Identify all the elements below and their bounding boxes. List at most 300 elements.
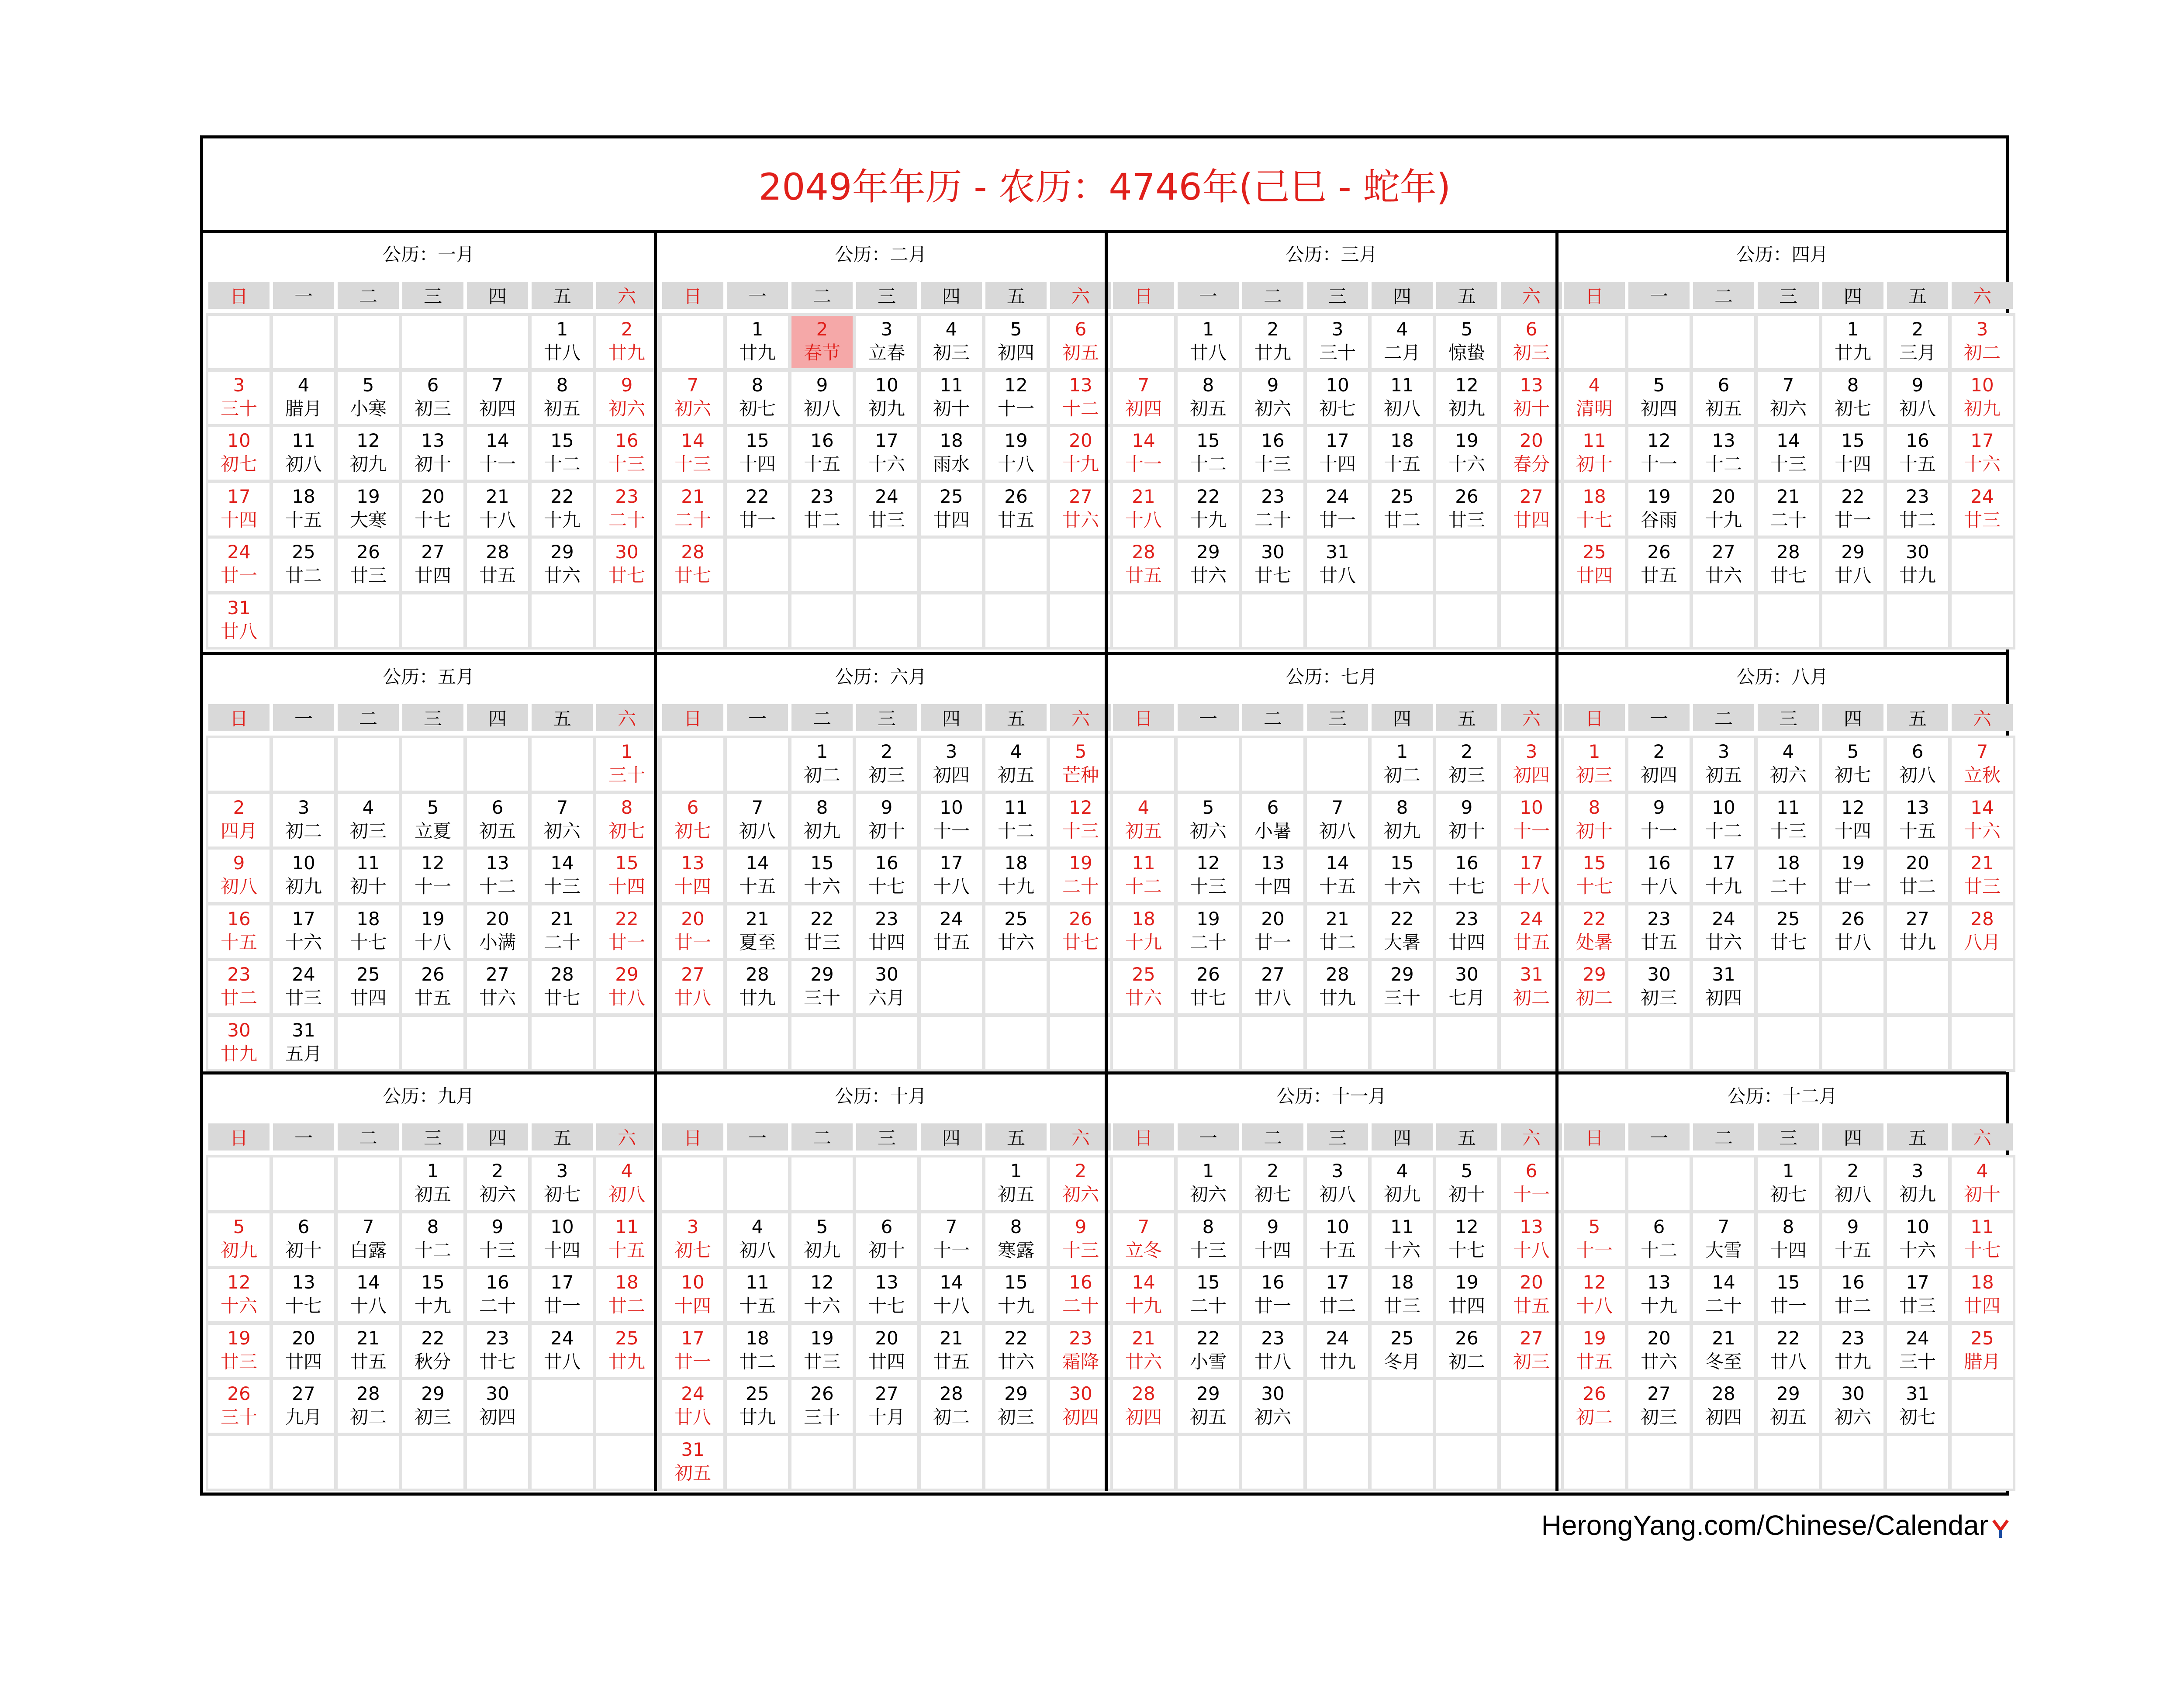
day-cell (208, 961, 270, 1013)
empty-cell (1952, 1017, 2013, 1069)
footer-link[interactable]: HerongYang.com/Chinese/Calendar (1541, 1510, 1988, 1541)
day-cell (1436, 1325, 1497, 1377)
lunar-day: 十六 (1383, 876, 1420, 897)
lunar-day: 初三 (349, 820, 387, 842)
day-cell (1372, 483, 1433, 536)
empty-cell (1436, 1017, 1497, 1069)
lunar-day: 初二 (1448, 1351, 1485, 1372)
solar-day: 24 (227, 541, 251, 563)
empty-cell (1050, 539, 1111, 591)
solar-day: 13 (1520, 374, 1543, 396)
weekday-header: 二 (1693, 1123, 1754, 1151)
solar-day: 14 (1712, 1271, 1735, 1293)
day-cell (208, 794, 270, 846)
lunar-day: 廿一 (1834, 876, 1871, 897)
lunar-day: 十二 (997, 820, 1034, 842)
solar-day: 17 (875, 430, 898, 451)
solar-day: 7 (1976, 741, 1988, 762)
solar-day: 27 (292, 1383, 315, 1404)
day-cell (662, 794, 723, 846)
solar-day: 13 (486, 852, 509, 874)
lunar-day: 十八 (1513, 1239, 1550, 1261)
solar-day: 18 (940, 430, 963, 451)
empty-cell (1501, 539, 1562, 591)
day-cell (273, 905, 334, 958)
weekday-header: 日 (662, 282, 723, 309)
day-cell (1372, 427, 1433, 480)
day-cell (1952, 850, 2013, 902)
day-cell (1952, 1325, 2013, 1377)
lunar-day: 清明 (1576, 397, 1613, 419)
lunar-day: 初五 (1189, 397, 1227, 419)
day-cell (467, 961, 528, 1013)
weekday-header: 一 (273, 1123, 334, 1151)
solar-day: 18 (1004, 852, 1028, 874)
day-cell (1050, 372, 1111, 424)
solar-day: 8 (816, 796, 828, 818)
lunar-day: 立夏 (414, 820, 451, 842)
lunar-day: 初四 (1640, 397, 1677, 419)
day-cell (1887, 427, 1948, 480)
lunar-day: 十六 (1448, 453, 1485, 475)
solar-day: 15 (421, 1271, 445, 1293)
lunar-day: 初四 (479, 1406, 516, 1428)
day-cell (208, 539, 270, 591)
day-cell (1436, 850, 1497, 902)
solar-day: 11 (1004, 796, 1028, 818)
solar-day: 21 (1776, 485, 1800, 507)
empty-cell (1372, 1380, 1433, 1433)
solar-day: 3 (1911, 1160, 1924, 1182)
solar-day: 25 (356, 964, 380, 985)
lunar-day: 廿六 (1640, 1351, 1677, 1372)
lunar-day: 初七 (1319, 397, 1356, 419)
lunar-day: 九月 (285, 1406, 322, 1428)
day-cell (662, 539, 723, 591)
lunar-day: 廿七 (1189, 987, 1227, 1009)
day-cell (727, 1380, 788, 1433)
weekday-header: 六 (1050, 282, 1111, 309)
weekday-header: 五 (985, 704, 1047, 731)
day-cell (596, 794, 657, 846)
lunar-day: 廿五 (997, 509, 1034, 531)
weekday-header: 一 (273, 282, 334, 309)
day-cell (791, 372, 853, 424)
solar-day: 30 (1261, 1383, 1285, 1404)
lunar-day: 初六 (543, 820, 581, 842)
solar-day: 8 (1782, 1216, 1794, 1237)
empty-cell (1113, 1436, 1174, 1489)
solar-day: 19 (810, 1327, 834, 1349)
day-cell (1113, 1213, 1174, 1266)
day-cell (1242, 427, 1303, 480)
lunar-day: 廿八 (1254, 1351, 1291, 1372)
lunar-day: 十六 (1963, 820, 2001, 842)
lunar-day: 廿四 (868, 931, 905, 953)
day-cell (402, 1269, 463, 1321)
day-cell (467, 1380, 528, 1433)
day-cell (1113, 905, 1174, 958)
day-cell (1178, 427, 1239, 480)
day-cell (1242, 1269, 1303, 1321)
lunar-day: 三十 (1899, 1351, 1936, 1372)
solar-day: 21 (746, 908, 769, 929)
day-cell (1628, 794, 1690, 846)
solar-day: 7 (556, 796, 568, 818)
solar-day: 21 (1970, 852, 1994, 874)
day-cell (1952, 427, 2013, 480)
empty-cell (532, 1436, 593, 1489)
month-block (1105, 1071, 1555, 1491)
lunar-day: 十三 (1769, 453, 1807, 475)
solar-day: 29 (1004, 1383, 1028, 1404)
solar-day: 22 (1004, 1327, 1028, 1349)
solar-day: 23 (1906, 485, 1929, 507)
solar-day: 20 (1069, 430, 1092, 451)
day-cell (1050, 483, 1111, 536)
lunar-day: 初七 (674, 1239, 711, 1261)
solar-day: 30 (227, 1019, 251, 1041)
empty-cell (1178, 738, 1239, 791)
lunar-day: 廿一 (1254, 931, 1291, 953)
solar-day: 1 (621, 741, 633, 762)
solar-day: 15 (1776, 1271, 1800, 1293)
solar-day: 30 (486, 1383, 509, 1404)
day-cell (1178, 1380, 1239, 1433)
day-cell (1307, 1213, 1368, 1266)
lunar-day: 十五 (1319, 1239, 1356, 1261)
lunar-day: 廿五 (933, 1351, 970, 1372)
lunar-day: 十五 (608, 1239, 645, 1261)
day-cell (921, 1269, 982, 1321)
day-cell (1758, 372, 1819, 424)
weekday-header: 五 (1887, 704, 1948, 731)
month-block (1555, 652, 2006, 1071)
day-cell (596, 850, 657, 902)
lunar-day: 初八 (285, 453, 322, 475)
solar-day: 12 (810, 1271, 834, 1293)
lunar-day: 寒露 (997, 1239, 1034, 1261)
lunar-day: 十九 (997, 876, 1034, 897)
day-cell (791, 850, 853, 902)
weekday-header: 三 (1307, 282, 1368, 309)
lunar-day: 廿一 (674, 1351, 711, 1372)
solar-day: 8 (621, 796, 633, 818)
day-cell (1436, 372, 1497, 424)
day-cell (1050, 1157, 1111, 1210)
solar-day: 24 (1970, 485, 1994, 507)
solar-day: 15 (550, 430, 574, 451)
empty-cell (532, 594, 593, 647)
solar-day: 16 (1455, 852, 1479, 874)
day-cell (1307, 905, 1368, 958)
day-cell (467, 1213, 528, 1266)
day-cell (727, 427, 788, 480)
lunar-day: 十八 (1125, 509, 1162, 531)
month-title: 公历：二月 (835, 244, 927, 265)
solar-day: 22 (1390, 908, 1414, 929)
empty-cell (467, 738, 528, 791)
day-cell (1628, 483, 1690, 536)
empty-cell (1887, 594, 1948, 647)
solar-day: 13 (1261, 852, 1285, 874)
day-cell (791, 961, 853, 1013)
lunar-day: 十六 (868, 453, 905, 475)
lunar-day: 廿二 (739, 1351, 776, 1372)
solar-day: 20 (681, 908, 705, 929)
solar-day: 10 (292, 852, 315, 874)
empty-cell (273, 1436, 334, 1489)
day-cell (208, 594, 270, 647)
solar-day: 30 (615, 541, 639, 563)
solar-day: 22 (1583, 908, 1606, 929)
solar-day: 12 (1069, 796, 1092, 818)
empty-cell (1822, 1436, 1883, 1489)
lunar-day: 夏至 (739, 931, 776, 953)
day-cell (1952, 483, 2013, 536)
day-cell (338, 850, 399, 902)
weekday-header-row (1113, 282, 1562, 309)
weekday-header: 二 (1693, 282, 1754, 309)
lunar-day: 廿六 (1189, 565, 1227, 586)
lunar-day: 十九 (414, 1295, 451, 1316)
day-cell (273, 372, 334, 424)
lunar-day: 廿九 (739, 987, 776, 1009)
lunar-day: 廿五 (479, 565, 516, 586)
solar-day: 20 (1261, 908, 1285, 929)
empty-cell (1307, 738, 1368, 791)
solar-day: 27 (421, 541, 445, 563)
lunar-day: 十四 (1319, 453, 1356, 475)
day-cell (921, 1213, 982, 1266)
lunar-day: 十四 (543, 1239, 581, 1261)
solar-day: 3 (233, 374, 245, 396)
day-cell (1822, 1269, 1883, 1321)
solar-day: 10 (1970, 374, 1994, 396)
solar-day: 2 (621, 318, 633, 340)
day-cell (1693, 1213, 1754, 1266)
day-cell (1693, 1269, 1754, 1321)
solar-day: 27 (1520, 1327, 1543, 1349)
weekday-header-row (1564, 704, 2013, 731)
lunar-day: 廿一 (1834, 509, 1871, 531)
solar-day: 22 (810, 908, 834, 929)
lunar-day: 初三 (868, 764, 905, 786)
lunar-day: 十一 (1513, 820, 1550, 842)
day-cell (1436, 483, 1497, 536)
empty-cell (1564, 1436, 1625, 1489)
lunar-day: 十五 (803, 453, 840, 475)
weekday-header-row (1113, 704, 1562, 731)
weekday-header-row (662, 282, 1111, 309)
day-cell (1758, 1325, 1819, 1377)
day-cell (1113, 539, 1174, 591)
lunar-day: 初六 (1062, 1184, 1099, 1205)
lunar-day: 春节 (803, 342, 840, 363)
month-title: 公历：十月 (835, 1085, 927, 1107)
solar-day: 9 (491, 1216, 504, 1237)
weekday-header: 日 (208, 704, 270, 731)
lunar-day: 十四 (1834, 453, 1871, 475)
weekday-header: 二 (338, 1123, 399, 1151)
solar-day: 30 (875, 964, 898, 985)
weekday-header: 六 (1952, 1123, 2013, 1151)
solar-day: 6 (1525, 318, 1538, 340)
weekday-header: 五 (1436, 704, 1497, 731)
lunar-day: 廿二 (220, 987, 257, 1009)
day-cell (791, 1325, 853, 1377)
solar-day: 18 (1132, 908, 1155, 929)
solar-day: 29 (1196, 541, 1220, 563)
solar-day: 18 (1583, 485, 1606, 507)
solar-day: 4 (297, 374, 310, 396)
lunar-day: 初九 (1448, 397, 1485, 419)
lunar-day: 廿四 (349, 987, 387, 1009)
solar-day: 15 (615, 852, 639, 874)
lunar-day: 八月 (1963, 931, 2001, 953)
solar-day: 19 (1841, 852, 1865, 874)
lunar-day: 十四 (1769, 1239, 1807, 1261)
day-cell (1501, 905, 1562, 958)
day-cell (1822, 1213, 1883, 1266)
lunar-day: 廿九 (1899, 931, 1936, 953)
lunar-day: 初八 (1899, 764, 1936, 786)
day-cell (662, 372, 723, 424)
lunar-day: 廿九 (608, 342, 645, 363)
day-cell (1501, 1157, 1562, 1210)
day-cell (791, 427, 853, 480)
empty-cell (662, 1017, 723, 1069)
empty-cell (1178, 594, 1239, 647)
lunar-day: 初十 (414, 453, 451, 475)
lunar-day: 初十 (1576, 453, 1613, 475)
weekday-header: 五 (532, 282, 593, 309)
lunar-day: 廿六 (997, 1351, 1034, 1372)
solar-day: 27 (875, 1383, 898, 1404)
day-cell (402, 372, 463, 424)
solar-day: 5 (362, 374, 374, 396)
month-title: 公历：八月 (1736, 666, 1828, 688)
solar-day: 29 (615, 964, 639, 985)
lunar-day: 廿七 (1062, 931, 1099, 953)
day-cell (1887, 1325, 1948, 1377)
solar-day: 10 (681, 1271, 705, 1293)
solar-day: 1 (1202, 318, 1214, 340)
solar-day: 20 (1520, 430, 1543, 451)
day-cell (1564, 1380, 1625, 1433)
lunar-day: 初七 (1254, 1184, 1291, 1205)
lunar-day: 秋分 (414, 1351, 451, 1372)
solar-day: 23 (615, 485, 639, 507)
solar-day: 5 (1461, 1160, 1473, 1182)
day-cell (791, 1380, 853, 1433)
day-cell (1887, 1157, 1948, 1210)
solar-day: 16 (227, 908, 251, 929)
day-cell (1372, 850, 1433, 902)
solar-day: 21 (1712, 1327, 1735, 1349)
empty-cell (921, 1157, 982, 1210)
lunar-day: 廿四 (868, 1351, 905, 1372)
solar-day: 26 (1196, 964, 1220, 985)
solar-day: 28 (746, 964, 769, 985)
day-cell (338, 483, 399, 536)
lunar-day: 初九 (1899, 1184, 1936, 1205)
day-cell (596, 427, 657, 480)
lunar-day: 初二 (1576, 987, 1613, 1009)
day-cell (1178, 961, 1239, 1013)
day-cell (1307, 1269, 1368, 1321)
solar-day: 22 (615, 908, 639, 929)
weekday-header: 日 (1564, 282, 1625, 309)
solar-day: 2 (816, 318, 828, 340)
lunar-day: 小满 (479, 931, 516, 953)
lunar-day: 初六 (1769, 764, 1807, 786)
solar-day: 24 (940, 908, 963, 929)
empty-cell (1628, 1017, 1690, 1069)
lunar-day: 初二 (1576, 1406, 1613, 1428)
lunar-day: 三十 (220, 397, 257, 419)
lunar-day: 十四 (1254, 876, 1291, 897)
solar-day: 25 (1132, 964, 1155, 985)
solar-day: 23 (1069, 1327, 1092, 1349)
lunar-day: 二月 (1383, 342, 1420, 363)
lunar-day: 二十 (479, 1295, 516, 1316)
lunar-day: 初六 (674, 397, 711, 419)
empty-cell (1758, 1436, 1819, 1489)
lunar-day: 廿八 (1319, 565, 1356, 586)
lunar-day: 十五 (220, 931, 257, 953)
day-cell (856, 1380, 917, 1433)
day-cell (1822, 905, 1883, 958)
day-cell (1501, 1269, 1562, 1321)
weekday-header-row (662, 704, 1111, 731)
solar-day: 26 (1455, 485, 1479, 507)
solar-day: 2 (1461, 741, 1473, 762)
solar-day: 26 (1841, 908, 1865, 929)
solar-day: 12 (1196, 852, 1220, 874)
day-cell (921, 794, 982, 846)
lunar-day: 廿五 (349, 1351, 387, 1372)
solar-day: 4 (1976, 1160, 1988, 1182)
lunar-day: 初四 (1513, 764, 1550, 786)
day-cell (1050, 794, 1111, 846)
weekday-header: 五 (985, 1123, 1047, 1151)
day-cell (1628, 427, 1690, 480)
solar-day: 12 (1455, 374, 1479, 396)
solar-day: 13 (1647, 1271, 1671, 1293)
lunar-day: 十五 (285, 509, 322, 531)
day-cell (208, 483, 270, 536)
lunar-day: 初六 (1254, 1406, 1291, 1428)
weekday-header-row (208, 704, 657, 731)
day-cell (1758, 1157, 1819, 1210)
lunar-day: 初五 (1769, 1406, 1807, 1428)
day-cell (1307, 427, 1368, 480)
lunar-day: 十七 (1963, 1239, 2001, 1261)
solar-day: 15 (810, 852, 834, 874)
lunar-day: 初九 (285, 876, 322, 897)
solar-day: 30 (1069, 1383, 1092, 1404)
solar-day: 22 (1196, 1327, 1220, 1349)
lunar-day: 廿五 (1576, 1351, 1613, 1372)
day-cell (662, 1325, 723, 1377)
lunar-day: 廿一 (1254, 1295, 1291, 1316)
lunar-day: 初七 (674, 820, 711, 842)
day-cell (1113, 1380, 1174, 1433)
lunar-day: 廿三 (1899, 1295, 1936, 1316)
solar-day: 1 (1588, 741, 1600, 762)
lunar-day: 十五 (1383, 453, 1420, 475)
